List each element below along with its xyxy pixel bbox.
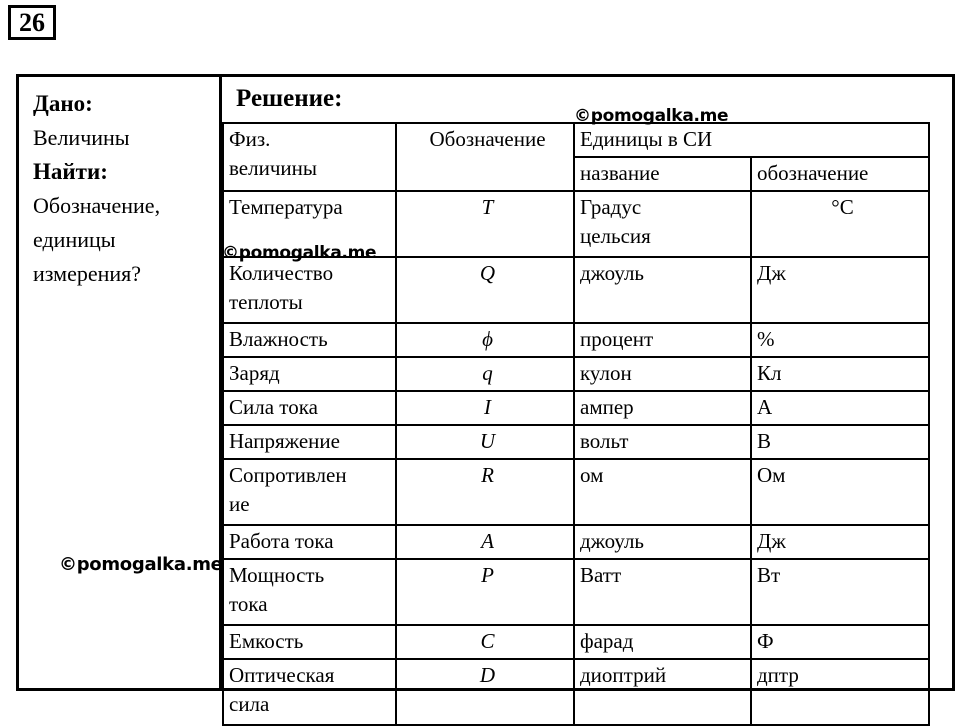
cell-symbol: I bbox=[396, 391, 574, 425]
quantity-line-1: Количество bbox=[229, 261, 334, 285]
quantity-line-2: тока bbox=[229, 592, 268, 616]
cell-quantity bbox=[223, 559, 396, 625]
unit-name-line-1: Градус bbox=[580, 195, 642, 219]
cell-quantity bbox=[223, 459, 396, 525]
cell-symbol: D bbox=[396, 659, 574, 725]
table-row bbox=[223, 425, 929, 459]
cell-unit-symbol: Кл bbox=[751, 357, 929, 391]
cell-quantity bbox=[223, 425, 396, 459]
cell-unit-symbol: А bbox=[751, 391, 929, 425]
cell-unit-name bbox=[574, 525, 751, 559]
cell-symbol: P bbox=[396, 559, 574, 625]
cell-quantity bbox=[223, 625, 396, 659]
cell-unit-name bbox=[574, 323, 751, 357]
cell-unit-symbol: Ф bbox=[751, 625, 929, 659]
table-row bbox=[223, 625, 929, 659]
unit-name-line-1: диоптрий bbox=[580, 663, 667, 687]
cell-symbol: R bbox=[396, 459, 574, 525]
cell-unit-symbol: В bbox=[751, 425, 929, 459]
watermark-top: ©pomogalka.me bbox=[574, 106, 729, 126]
cell-unit-name bbox=[574, 659, 751, 725]
cell-symbol: q bbox=[396, 357, 574, 391]
cell-unit-symbol: Дж bbox=[751, 257, 929, 323]
quantity-line-1: Оптическая bbox=[229, 663, 335, 687]
cell-unit-symbol: % bbox=[751, 323, 929, 357]
cell-unit-symbol: Вт bbox=[751, 559, 929, 625]
quantity-line-1: Работа тока bbox=[229, 529, 334, 553]
cell-unit-name bbox=[574, 257, 751, 323]
header-symbol: Обозначение bbox=[396, 123, 574, 191]
cell-unit-name bbox=[574, 425, 751, 459]
unit-name-line-1: ампер bbox=[580, 395, 634, 419]
given-heading: Дано: bbox=[33, 91, 93, 116]
quantity-line-1: Температура bbox=[229, 195, 343, 219]
given-pane bbox=[19, 77, 222, 688]
cell-unit-name bbox=[574, 357, 751, 391]
quantity-line-1: Сопротивлен bbox=[229, 463, 347, 487]
table-row bbox=[223, 525, 929, 559]
quantity-line-1: Емкость bbox=[229, 629, 304, 653]
quantity-line-2: теплоты bbox=[229, 290, 303, 314]
cell-symbol: Q bbox=[396, 257, 574, 323]
units-table-body bbox=[223, 123, 929, 191]
unit-name-line-1: джоуль bbox=[580, 529, 645, 553]
table-header-row-1 bbox=[223, 123, 929, 157]
table-row bbox=[223, 357, 929, 391]
cell-quantity bbox=[223, 391, 396, 425]
table-row bbox=[223, 391, 929, 425]
table-row bbox=[223, 323, 929, 357]
unit-name-line-1: фарад bbox=[580, 629, 634, 653]
unit-name-line-1: Ватт bbox=[580, 563, 622, 587]
header-si-units: Единицы в СИ bbox=[574, 123, 929, 157]
table-row bbox=[223, 659, 929, 725]
cell-quantity bbox=[223, 323, 396, 357]
units-table bbox=[222, 122, 930, 726]
quantity-line-1: Заряд bbox=[229, 361, 280, 385]
cell-unit-symbol: дптр bbox=[751, 659, 929, 725]
unit-name-line-2: цельсия bbox=[580, 224, 651, 248]
cell-symbol: ϕ bbox=[396, 323, 574, 357]
cell-symbol: C bbox=[396, 625, 574, 659]
find-heading: Найти: bbox=[33, 159, 108, 184]
header-quantity bbox=[223, 123, 396, 191]
given-value: Величины bbox=[33, 125, 130, 150]
cell-quantity bbox=[223, 357, 396, 391]
cell-quantity bbox=[223, 525, 396, 559]
cell-unit-name bbox=[574, 459, 751, 525]
find-value-line-1: Обозначение, bbox=[33, 193, 161, 218]
cell-unit-symbol: Дж bbox=[751, 525, 929, 559]
quantity-line-2: ие bbox=[229, 492, 250, 516]
cell-unit-name bbox=[574, 559, 751, 625]
quantity-line-2: сила bbox=[229, 692, 270, 716]
cell-symbol: U bbox=[396, 425, 574, 459]
quantity-line-1: Влажность bbox=[229, 327, 328, 351]
cell-unit-name bbox=[574, 391, 751, 425]
cell-unit-name bbox=[574, 625, 751, 659]
header-quantity-line-1: Физ. bbox=[229, 127, 271, 151]
solution-pane bbox=[222, 77, 952, 716]
units-table-rows bbox=[223, 191, 929, 725]
task-number-label: 26 bbox=[19, 7, 45, 37]
unit-name-line-1: кулон bbox=[580, 361, 632, 385]
cell-unit-symbol: Ом bbox=[751, 459, 929, 525]
unit-name-line-1: вольт bbox=[580, 429, 629, 453]
cell-unit-name bbox=[574, 191, 751, 257]
solution-heading: Решение: bbox=[236, 85, 343, 112]
find-value-line-3: измерения? bbox=[33, 261, 142, 286]
unit-name-line-1: джоуль bbox=[580, 261, 645, 285]
task-number-box bbox=[8, 5, 56, 40]
unit-name-line-1: ом bbox=[580, 463, 604, 487]
header-quantity-line-2: величины bbox=[229, 156, 317, 180]
header-si-symbol: обозначение bbox=[751, 157, 929, 191]
quantity-line-1: Сила тока bbox=[229, 395, 318, 419]
cell-quantity bbox=[223, 659, 396, 725]
cell-symbol: A bbox=[396, 525, 574, 559]
table-row bbox=[223, 559, 929, 625]
unit-name-line-1: процент bbox=[580, 327, 654, 351]
quantity-line-1: Мощность bbox=[229, 563, 325, 587]
watermark-middle: ©pomogalka.me bbox=[222, 243, 377, 263]
table-row bbox=[223, 257, 929, 323]
find-value-line-2: единицы bbox=[33, 227, 116, 252]
header-si-name: название bbox=[574, 157, 751, 191]
cell-unit-symbol: °C bbox=[751, 191, 929, 257]
problem-frame bbox=[16, 74, 955, 716]
cell-symbol: T bbox=[396, 191, 574, 257]
cell-quantity bbox=[223, 257, 396, 323]
table-row bbox=[223, 459, 929, 525]
quantity-line-1: Напряжение bbox=[229, 429, 340, 453]
watermark-left: ©pomogalka.me bbox=[59, 554, 223, 575]
